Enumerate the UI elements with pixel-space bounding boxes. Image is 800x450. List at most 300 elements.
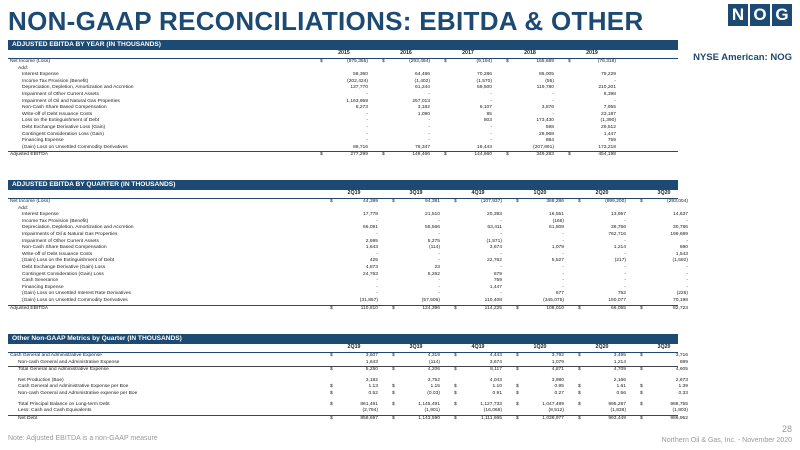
table-cell: - — [366, 124, 368, 130]
table-cell: (975,355) — [347, 59, 368, 64]
dollar-sign: $ — [578, 305, 581, 311]
dollar-sign: $ — [640, 353, 643, 358]
table-cell: - — [490, 124, 492, 130]
row-label: Non-Cash Share Based Compensation — [22, 245, 107, 251]
row-label: Non-Cash Share Based Compensation — [22, 105, 107, 111]
table-cell: 0.95 — [554, 384, 564, 390]
row-label: Impairments of Oil & Natural Gas Properties — [22, 231, 118, 237]
table-cell: 277,299 — [350, 152, 368, 158]
table-cell: - — [624, 271, 626, 277]
table-cell: 4,043 — [489, 377, 502, 383]
table-cell: - — [376, 284, 378, 290]
table-cell: 64,486 — [415, 72, 430, 78]
table-cell: 858,697 — [360, 415, 378, 421]
table-row — [8, 72, 678, 79]
dollar-sign: $ — [392, 401, 395, 407]
table-cell: 36,756 — [611, 225, 626, 231]
dollar-sign: $ — [578, 390, 581, 396]
table-cell: (9,194) — [476, 59, 492, 64]
row-label: Less: Cash and Cash Equivalents — [18, 408, 92, 414]
row-label: Interest Expense — [22, 212, 59, 218]
table-cell: - — [366, 111, 368, 117]
row-label: Non-cash General and Administrative Expense — [18, 359, 120, 365]
dollar-sign: $ — [640, 401, 643, 407]
table-cell: 66,055 — [611, 305, 626, 311]
table-cell: - — [500, 291, 502, 297]
table-cell: 14,637 — [673, 212, 688, 218]
dollar-sign: $ — [516, 390, 519, 396]
table-cell: - — [428, 91, 430, 97]
table-cell: 884 — [545, 138, 554, 144]
table-cell: 4,443 — [489, 353, 502, 358]
dollar-sign: $ — [454, 401, 457, 407]
section-title: ADJUSTED EBITDA BY QUARTER (IN THOUSANDS) — [8, 180, 678, 190]
table-row — [8, 199, 688, 206]
dollar-sign: $ — [320, 59, 323, 64]
table-cell: 4,709 — [613, 367, 626, 373]
table-cell: (293,004) — [667, 199, 688, 204]
row-label: Add: — [18, 65, 29, 71]
dollar-sign: $ — [640, 367, 643, 373]
dollar-sign: $ — [330, 390, 333, 396]
table-cell: - — [366, 138, 368, 144]
column-header: 3Q20 — [657, 190, 671, 196]
table-cell: 759 — [607, 138, 616, 144]
table-cell: - — [438, 278, 440, 284]
table-cell: 1,214 — [613, 245, 626, 251]
table-row — [8, 415, 688, 423]
row-label: Write-off of Debt Issuance Costs — [22, 111, 93, 117]
table-cell: - — [500, 264, 502, 270]
table-cell: - — [614, 78, 616, 84]
row-label: Income Tax Provision (Benefit) — [22, 218, 89, 224]
footnote: Note: Adjusted EBITDA is a non-GAAP measure — [8, 435, 158, 442]
table-cell: 679 — [493, 271, 502, 277]
table-cell: (1,390) — [600, 118, 616, 124]
table-cell: 70,198 — [673, 297, 688, 303]
table-cell: (1,901) — [424, 408, 440, 414]
row-label: Contingent Consideration Loss (Gain) — [22, 131, 104, 137]
table-cell: (76,318) — [597, 59, 616, 64]
table-cell: 110,408 — [484, 297, 502, 303]
table-cell: - — [376, 251, 378, 257]
table-cell: 890 — [679, 245, 688, 251]
table-cell: 124,396 — [422, 305, 440, 311]
table-cell: - — [490, 91, 492, 97]
table-cell: 29,512 — [601, 124, 616, 130]
table-cell: (293,494) — [409, 59, 430, 64]
table-cell: 79,229 — [601, 72, 616, 78]
dollar-sign: $ — [578, 367, 581, 373]
exchange-listing: NYSE American: NOG — [693, 52, 792, 63]
column-header: 4Q19 — [471, 344, 485, 350]
table-cell: (114) — [428, 245, 440, 251]
table-cell: - — [428, 138, 430, 144]
table-cell: - — [366, 118, 368, 124]
table-cell: 63,411 — [487, 225, 502, 231]
row-label: Contingent Consideration (Gain) Loss — [22, 271, 104, 277]
table-cell: (31,857) — [359, 297, 378, 303]
table-cell: 5,262 — [427, 271, 440, 277]
row-label: Total General and Administrative Expense — [18, 367, 109, 373]
table-cell: 1,079 — [551, 359, 564, 365]
dollar-sign: $ — [640, 384, 643, 390]
table-cell: - — [366, 91, 368, 97]
table-cell: 752 — [617, 291, 626, 297]
nog-logo — [728, 4, 792, 26]
table-cell: - — [552, 91, 554, 97]
table-cell: - — [428, 118, 430, 124]
table-cell: 4,873 — [365, 264, 378, 270]
table-cell: (1,402) — [414, 78, 430, 84]
dollar-sign: $ — [578, 415, 581, 421]
table-row — [8, 138, 678, 145]
table-cell: 20,393 — [487, 212, 502, 218]
table-cell: 44,399 — [363, 199, 378, 204]
table-cell: 988,755 — [670, 401, 688, 407]
column-header: 3Q19 — [409, 344, 423, 350]
table-cell: 5,527 — [551, 258, 564, 264]
dollar-sign: $ — [454, 384, 457, 390]
column-header: 2Q20 — [595, 190, 609, 196]
table-cell: (0.03) — [427, 390, 440, 396]
table-cell: 1,090 — [417, 111, 430, 117]
table-cell: 3,495 — [613, 353, 626, 358]
dollar-sign: $ — [516, 367, 519, 373]
dollar-sign: $ — [516, 199, 519, 204]
table-cell: 803 — [483, 118, 492, 124]
table-cell: 0.27 — [554, 390, 564, 396]
table-cell: 61,244 — [415, 85, 430, 91]
table-cell: 59,500 — [477, 85, 492, 91]
table-row — [8, 291, 688, 298]
table-cell: 3,876 — [541, 105, 554, 111]
table-cell: 5,275 — [427, 238, 440, 244]
table-cell: 3,674 — [489, 359, 502, 365]
section-title: Other Non-GAAP Metrics by Quarter (IN THOUSANDS) — [8, 334, 678, 344]
table-cell: - — [490, 138, 492, 144]
row-label: Write-off of Debt Issuance Costs — [22, 251, 93, 257]
dollar-sign: $ — [516, 401, 519, 407]
table-cell: 368,286 — [546, 199, 564, 204]
table-cell: (2,794) — [362, 408, 378, 414]
dollar-sign: $ — [330, 305, 333, 311]
table-cell: 6,273 — [355, 105, 368, 111]
table-cell: 3,716 — [675, 353, 688, 358]
table-cell: 1,163,959 — [346, 98, 368, 104]
table-cell: 150,077 — [608, 297, 626, 303]
table-cell: 1,038,977 — [542, 415, 564, 421]
dollar-sign: $ — [392, 390, 395, 396]
dollar-sign: $ — [454, 415, 457, 421]
table-row — [8, 408, 688, 415]
row-label: Cash General and Administrative Expense — [10, 353, 102, 358]
dollar-sign: $ — [640, 199, 643, 204]
table-cell: - — [686, 264, 688, 270]
table-cell: 677 — [555, 291, 564, 297]
table-cell: 4,871 — [551, 367, 564, 373]
table-cell: - — [624, 251, 626, 257]
dollar-sign: $ — [454, 353, 457, 358]
table-cell: (899,200) — [605, 199, 626, 204]
table-row — [8, 206, 678, 213]
dollar-sign: $ — [506, 152, 509, 158]
dollar-sign: $ — [330, 384, 333, 390]
dollar-sign: $ — [330, 353, 333, 358]
table-cell: (226) — [676, 291, 688, 297]
table-row — [8, 305, 688, 313]
table-cell: 1,145,491 — [418, 401, 440, 407]
table-cell: - — [562, 278, 564, 284]
table-cell: 3,182 — [417, 105, 430, 111]
table-cell: - — [562, 284, 564, 290]
dollar-sign: $ — [392, 367, 395, 373]
row-label: Debt Exchange Derivative (Gain) Loss — [22, 264, 106, 270]
table-cell: 173,430 — [536, 118, 554, 124]
table-row — [8, 151, 678, 159]
table-cell: 425 — [369, 258, 378, 264]
row-label: Adjusted EBITDA — [10, 305, 49, 311]
table-cell: - — [624, 278, 626, 284]
section-3 — [8, 334, 688, 422]
row-label: Net Debt — [18, 415, 38, 421]
table-row — [8, 401, 688, 409]
table-cell: 76,347 — [415, 144, 430, 150]
table-cell: 199,689 — [670, 231, 688, 237]
dollar-sign: $ — [392, 384, 395, 390]
table-cell: 1,127,733 — [480, 401, 502, 407]
table-cell: 119,780 — [536, 85, 554, 91]
table-row — [8, 132, 678, 139]
table-cell: 2,673 — [675, 377, 688, 383]
table-cell: 3,607 — [365, 353, 378, 358]
table-cell: 1.39 — [678, 384, 688, 390]
dollar-sign: $ — [392, 415, 395, 421]
table-cell: 110,810 — [360, 305, 378, 311]
table-cell: - — [366, 131, 368, 137]
table-row — [8, 271, 688, 279]
row-label: Income Tax Provision (Benefit) — [22, 78, 89, 84]
row-label: Debt Exchange Derivative Loss (Gain) — [22, 124, 106, 130]
row-label: Financing Expense — [22, 138, 64, 144]
table-cell: - — [376, 231, 378, 237]
row-label: Financing Expense — [22, 284, 64, 290]
table-cell: 454,198 — [598, 152, 616, 158]
dollar-sign: $ — [516, 305, 519, 311]
table-cell: 30,786 — [673, 225, 688, 231]
row-label: Depreciation, Depletion, Amortization and Accretion — [22, 85, 134, 91]
table-cell: 1,079 — [551, 245, 564, 251]
table-cell: 144,660 — [474, 152, 492, 158]
table-cell: 70,286 — [477, 72, 492, 78]
table-row — [8, 353, 688, 360]
table-cell: (1,838) — [610, 408, 626, 414]
table-cell: - — [552, 111, 554, 117]
table-row — [8, 66, 678, 73]
table-cell: - — [428, 131, 430, 137]
table-cell: - — [376, 218, 378, 224]
table-cell: 3,792 — [551, 353, 564, 358]
table-cell: - — [490, 98, 492, 104]
table-cell: 86,005 — [539, 72, 554, 78]
row-label: Adjusted EBITDA — [10, 152, 49, 158]
table-cell: 24,763 — [363, 271, 378, 277]
row-label: Net Income (Loss) — [10, 199, 50, 204]
table-cell: 5,250 — [365, 367, 378, 373]
table-cell: 257,013 — [412, 98, 430, 104]
dollar-sign: $ — [506, 59, 509, 64]
table-cell: - — [686, 271, 688, 277]
table-cell: 4,605 — [675, 367, 688, 373]
row-label: Loss on the Extinguishment of Debt — [22, 118, 100, 124]
table-cell: - — [686, 238, 688, 244]
table-cell: 0.33 — [678, 390, 688, 396]
table-cell: 1.61 — [616, 384, 626, 390]
logo-letter-n: N — [728, 4, 748, 26]
row-label: Depreciation, Depletion, Amortization and Accretion — [22, 225, 134, 231]
table-cell: (1,592) — [672, 258, 688, 264]
table-cell: 23 — [434, 264, 440, 270]
table-row — [8, 85, 678, 92]
column-header: 2Q19 — [347, 190, 361, 196]
table-cell: 0.56 — [616, 390, 626, 396]
table-cell: 3,674 — [489, 245, 502, 251]
dollar-sign: $ — [640, 415, 643, 421]
table-cell: 85 — [486, 111, 492, 117]
table-cell: 1,643 — [365, 245, 378, 251]
column-header-row — [8, 50, 678, 59]
dollar-sign: $ — [320, 152, 323, 158]
table-cell: - — [500, 218, 502, 224]
table-row — [8, 297, 688, 305]
table-cell: 17,778 — [363, 212, 378, 218]
table-cell: 1,143,590 — [418, 415, 440, 421]
row-label: Cash General and Administrative Expense per Boe — [18, 384, 129, 390]
dollar-sign: $ — [392, 305, 395, 311]
table-cell: 108,010 — [546, 305, 564, 311]
table-cell: - — [624, 264, 626, 270]
table-cell: 0.52 — [368, 390, 378, 396]
table-cell: 7,955 — [603, 105, 616, 111]
dollar-sign: $ — [578, 384, 581, 390]
table-cell: 598 — [545, 124, 554, 130]
table-cell: 94,381 — [425, 199, 440, 204]
table-cell: 13,957 — [611, 212, 626, 218]
column-header: 1Q20 — [533, 190, 547, 196]
table-cell: 66,091 — [363, 225, 378, 231]
table-cell: 993,449 — [608, 415, 626, 421]
dollar-sign: $ — [392, 199, 395, 204]
table-cell: 995,287 — [608, 401, 626, 407]
table-cell: 61,809 — [549, 225, 564, 231]
table-row — [8, 118, 678, 125]
table-cell: 148,466 — [412, 152, 430, 158]
column-header: 2019 — [586, 50, 598, 56]
table-cell: - — [686, 278, 688, 284]
row-label: Interest Expense — [22, 72, 59, 78]
table-cell: - — [438, 284, 440, 290]
table-cell: 759 — [493, 278, 502, 284]
dollar-sign: $ — [454, 199, 457, 204]
table-row — [8, 258, 688, 265]
table-cell: 1,447 — [603, 131, 616, 137]
dollar-sign: $ — [578, 401, 581, 407]
table-cell: - — [376, 278, 378, 284]
dollar-sign: $ — [454, 367, 457, 373]
page-title: NON-GAAP RECONCILIATIONS: EBITDA & OTHER — [8, 6, 644, 36]
table-cell: - — [438, 291, 440, 297]
column-header: 2017 — [462, 50, 474, 56]
table-cell: 4,319 — [427, 353, 440, 358]
table-cell: - — [428, 124, 430, 130]
table-row — [8, 105, 678, 112]
table-cell: (114) — [428, 359, 440, 365]
table-cell: 23,187 — [601, 111, 616, 117]
table-cell: 82,723 — [673, 305, 688, 311]
logo-letter-g: G — [772, 4, 792, 26]
row-label: Non-cash General and Administrative expense per Boe — [18, 390, 138, 396]
column-header: 2015 — [338, 50, 350, 56]
table-cell: - — [438, 251, 440, 257]
table-cell: 4,206 — [427, 367, 440, 373]
table-row — [8, 59, 678, 66]
table-cell: - — [562, 231, 564, 237]
dollar-sign: $ — [516, 384, 519, 390]
row-label: (Gain) Loss on the Extinguishment of Debt — [22, 258, 115, 264]
column-header-row — [8, 344, 678, 353]
table-cell: 173,218 — [598, 144, 616, 150]
row-label: Impairment of Other Current Assets — [22, 91, 99, 97]
table-cell: 6,398 — [603, 91, 616, 97]
table-cell: 0.91 — [492, 390, 502, 396]
table-cell: 1.15 — [430, 384, 440, 390]
dollar-sign: $ — [640, 305, 643, 311]
table-cell: - — [562, 251, 564, 257]
dollar-sign: $ — [578, 199, 581, 204]
table-cell: (207,891) — [533, 144, 554, 150]
table-cell: - — [686, 218, 688, 224]
table-cell: 210,201 — [598, 85, 616, 91]
table-cell: - — [552, 98, 554, 104]
dollar-sign: $ — [568, 59, 571, 64]
table-cell: (107,937) — [481, 199, 502, 204]
section-2 — [8, 180, 688, 312]
table-cell: - — [562, 238, 564, 244]
table-row — [8, 390, 688, 398]
table-cell: - — [438, 258, 440, 264]
dollar-sign: $ — [330, 199, 333, 204]
table-cell: 1,447 — [489, 284, 502, 290]
table-row — [8, 225, 688, 232]
table-cell: - — [562, 271, 564, 277]
row-label: Cash Severance — [22, 278, 59, 284]
table-row — [8, 264, 688, 272]
table-cell: (16,068) — [483, 408, 502, 414]
table-row — [8, 145, 678, 152]
section-1 — [8, 40, 678, 159]
table-cell: 1,214 — [613, 359, 626, 365]
row-label: Add: — [18, 205, 29, 211]
table-cell: 18,443 — [477, 144, 492, 150]
section-title: ADJUSTED EBITDA BY YEAR (IN THOUSANDS) — [8, 40, 678, 50]
table-cell: 986,952 — [670, 415, 688, 421]
dollar-sign: $ — [330, 401, 333, 407]
table-row — [8, 278, 688, 285]
table-cell: 1.13 — [368, 384, 378, 390]
table-cell: 22,762 — [487, 258, 502, 264]
dollar-sign: $ — [578, 353, 581, 358]
table-cell: 3,752 — [427, 377, 440, 383]
